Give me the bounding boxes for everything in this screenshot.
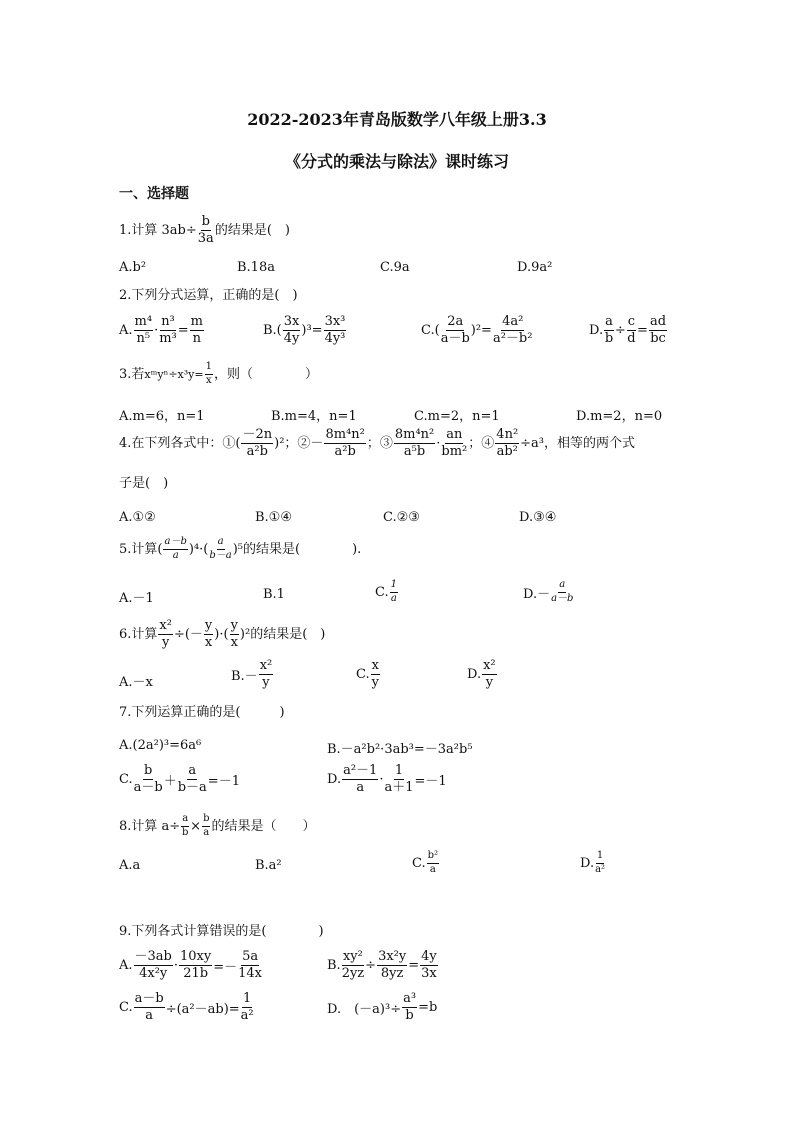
q9-option-c[interactable]: C. $\frac{a-b}{a}$ ÷(a²－ab)= $\frac{1}{\text{a²}}$ xyxy=(119,991,254,1023)
q9-option-d[interactable]: D. (－a)³÷ $\frac{\text{a³}}{b}$ =b xyxy=(327,991,438,1023)
question-1: 1.计算 3ab÷ $\frac{b}{3a}$ 的结果是( ) xyxy=(119,214,290,246)
q8-option-b[interactable]: B.a² xyxy=(255,858,282,873)
q4-option-b[interactable]: B.①④ xyxy=(255,510,292,525)
question-5: 5.计算( $\frac{a-b}{a}$ )⁴·( $\frac{a}{b-a}$ )⁵的结果是( ). xyxy=(119,536,362,561)
q6-option-c[interactable]: C. $\frac{x}{y}$ xyxy=(356,658,379,690)
question-4-cont: 子是( ) xyxy=(119,476,169,491)
q3-option-c[interactable]: C.m=2，n=1 xyxy=(414,409,500,424)
q2-option-d[interactable]: D. $\frac{a}{b}$ ÷ $\frac{c}{d}$ = $\frac{ad}{bc}$ xyxy=(589,314,667,346)
fraction: $\frac{b}{3a}$ xyxy=(197,214,214,246)
q2-option-a[interactable]: A. $\frac{\text{m⁴}}{\text{n⁵}}$ · $\frac{\text{n³}}{\text{m³}}$ = $\frac{m}{n}$ xyxy=(119,314,203,346)
q3-option-d[interactable]: D.m=2，n=0 xyxy=(576,409,663,424)
q1-option-c[interactable]: C.9a xyxy=(380,260,410,275)
q8-option-a[interactable]: A.a xyxy=(119,858,141,873)
question-2: 2.下列分式运算，正确的是( ) xyxy=(119,288,298,303)
question-9: 9.下列各式计算错误的是( ) xyxy=(119,924,324,939)
q5-option-b[interactable]: B.1 xyxy=(263,587,285,602)
page-subtitle: 《分式的乘法与除法》课时练习 xyxy=(284,152,509,171)
section-heading: 一、选择题 xyxy=(119,186,189,202)
q2-option-b[interactable]: B.( $\frac{3x}{4y}$ )³= $\frac{\text{3x³}}{\text{4y³}}$ xyxy=(263,314,346,346)
q8-option-c[interactable]: C. $\frac{\text{b²}}{a}$ xyxy=(412,850,439,875)
q7-option-a[interactable]: A.(2a²)³=6a⁶ xyxy=(119,738,202,753)
q7-option-d[interactable]: D. $\frac{\text{a²－1}}{a}$ · $\frac{1}{a+1}$ =－1 xyxy=(327,763,447,795)
question-8: 8.计算 a÷ $\frac{a}{b}$ × $\frac{b}{a}$ 的结果是（ ） xyxy=(119,813,316,838)
q7-option-b[interactable]: B.－a²b²·3ab³=－3a²b⁵ xyxy=(327,742,473,757)
q3-option-b[interactable]: B.m=4，n=1 xyxy=(271,409,357,424)
q5-option-a[interactable]: A.－1 xyxy=(119,591,154,606)
q1-option-d[interactable]: D.9a² xyxy=(517,260,553,275)
q4-option-d[interactable]: D.③④ xyxy=(519,510,557,525)
q3-option-a[interactable]: A.m=6，n=1 xyxy=(119,409,205,424)
q4-option-a[interactable]: A.①② xyxy=(119,510,156,525)
q9-option-a[interactable]: A. $\frac{-3ab}{\text{4x²y}}$ · $\frac{10xy}{21b}$ =－ $\frac{5a}{14x}$ xyxy=(119,949,263,981)
q1-option-b[interactable]: B.18a xyxy=(237,260,275,275)
question-7: 7.下列运算正确的是( ) xyxy=(119,705,285,720)
q6-option-b[interactable]: B.－ $\frac{\text{x²}}{y}$ xyxy=(231,658,273,690)
q6-option-a[interactable]: A.－x xyxy=(119,675,153,690)
question-3: 3.若 xᵐyⁿ÷x³y= $\frac{1}{x}$ ，则（ ） xyxy=(119,361,318,386)
page-title: 2022-2023年青岛版数学八年级上册3.3 xyxy=(247,110,547,129)
q9-option-b[interactable]: B. $\frac{\text{xy²}}{2yz}$ ÷ $\frac{\text{3x²y}}{8yz}$ = $\frac{4y}{3x}$ xyxy=(327,949,437,981)
q1-option-a[interactable]: A.b² xyxy=(119,260,147,275)
question-6: 6.计算 $\frac{\text{x²}}{y}$ ÷(－ $\frac{y}{x}$ )·( $\frac{y}{x}$ )²的结果是( ) xyxy=(119,618,326,650)
q5-option-c[interactable]: C. $\frac{1}{a}$ xyxy=(375,579,397,604)
q2-option-c[interactable]: C.( $\frac{2a}{a-b}$ )²= $\frac{\text{4a²}}{\text{a²－b²}}$ xyxy=(421,314,533,346)
q8-option-d[interactable]: D. $\frac{1}{\text{a²}}$ xyxy=(580,850,606,875)
q4-option-c[interactable]: C.②③ xyxy=(383,510,420,525)
q7-option-c[interactable]: C. $\frac{b}{a-b}$ ＋ $\frac{a}{b-a}$ =－1 xyxy=(119,763,240,795)
question-4: 4.在下列各式中：①( $\frac{-2n}{\text{a²b}}$ )²；②－ $\frac{\text{8m⁴n²}}{\text{a²b}}$ ；③ $\frac{\text{8m⁴n²}}{\text{a⁵b}}$ · $\frac{an}{\text{bm²}}$ ；④ $\frac{\text{4n²}}{\text{ab²}}$ ÷a³，相等的两个式 xyxy=(119,427,636,459)
q5-option-d[interactable]: D.－ $\frac{a}{a-b}$ xyxy=(523,579,574,604)
q6-option-d[interactable]: D. $\frac{\text{x²}}{y}$ xyxy=(467,658,496,690)
